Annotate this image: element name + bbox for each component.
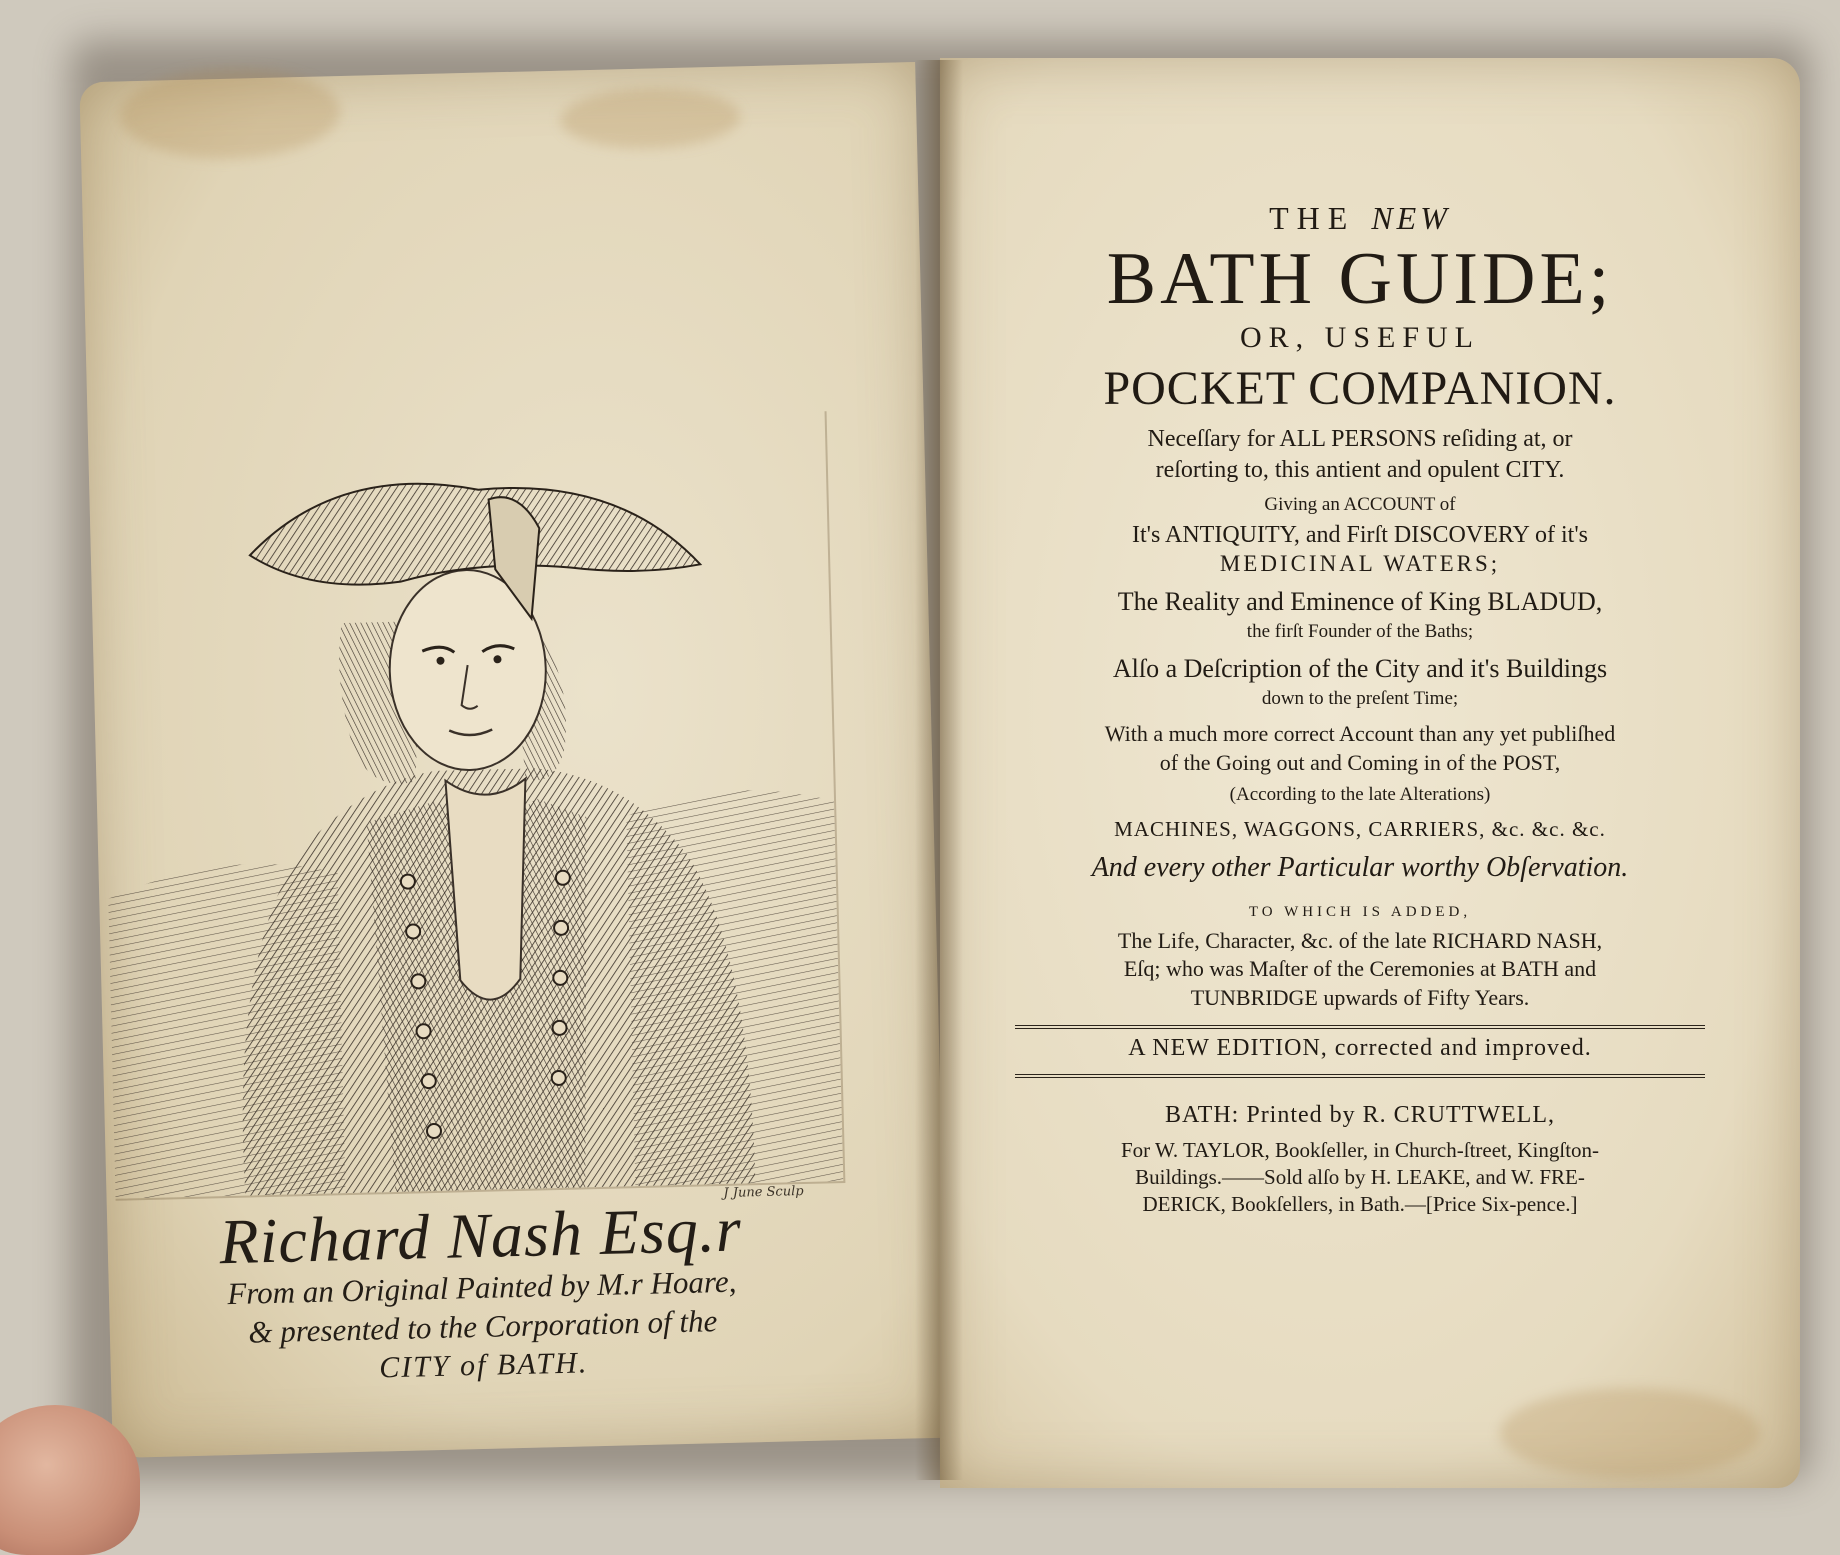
- book-gutter: [915, 60, 963, 1480]
- to-which-added: TO WHICH IS ADDED,: [1248, 903, 1472, 920]
- bookseller-line: Buildings.——Sold alſo by H. LEAKE, and W. FRE-: [1135, 1164, 1585, 1189]
- caption-line: From an Original Painted by M.r Hoare,: [226, 1263, 737, 1312]
- according-line: (According to the late Alterations): [1229, 784, 1491, 806]
- life-line: The Life, Character, &c. of the late RICHARD NASH,: [1117, 927, 1603, 953]
- double-rule: [1015, 1074, 1705, 1078]
- also-line: Alſo a Deſcription of the City and it's Buildings: [1112, 654, 1608, 684]
- caption-city: CITY of BATH.: [378, 1345, 589, 1385]
- foxing-stain: [119, 66, 341, 161]
- machines-line: MACHINES, WAGGONS, CARRIERS, &c. &c. &c.: [1114, 817, 1606, 842]
- bookseller-line: For W. TAYLOR, Bookſeller, in Church-ſtreet, Kingſton-: [1120, 1137, 1600, 1162]
- imprint-line: BATH: Printed by R. CRUTTWELL,: [1165, 1101, 1555, 1128]
- life-line: Eſq; who was Maſter of the Ceremonies at BATH and: [1123, 956, 1597, 982]
- founder-line: the firſt Founder of the Baths;: [1246, 620, 1474, 642]
- plate-caption: [116, 1193, 848, 1391]
- bookseller-line: DERICK, Bookſellers, in Bath.—[Price Six-pence.]: [1142, 1192, 1578, 1217]
- engraver-credit: J June Sculp: [723, 1183, 804, 1201]
- caption-name: Richard Nash Esq.r: [218, 1193, 743, 1278]
- portrait-engraving: [97, 411, 844, 1199]
- life-line: TUNBRIDGE upwards of Fifty Years.: [1190, 985, 1530, 1011]
- foxing-stain: [560, 86, 741, 150]
- main-title: BATH GUIDE;: [1106, 238, 1614, 320]
- caption-line: & presented to the Corporation of the: [247, 1303, 718, 1350]
- more-correct-line: With a much more correct Account than any yet publiſhed: [1104, 721, 1616, 747]
- necessary-line: Neceſſary for ALL PERSONS reſiding at, or: [1147, 425, 1573, 452]
- title-page-text: [985, 200, 1735, 1219]
- giving-line: Giving an ACCOUNT of: [1264, 494, 1456, 516]
- reality-line: The Reality and Eminence of King BLADUD,: [1117, 587, 1603, 617]
- new-word: NEW: [1371, 200, 1451, 236]
- edition-line: A NEW EDITION, corrected and improved.: [1128, 1034, 1592, 1061]
- subtitle-or: OR, USEFUL: [1239, 320, 1481, 354]
- the-word: THE: [1269, 200, 1356, 236]
- every-other-line: And every other Particular worthy Obſervation.: [1091, 851, 1629, 883]
- title-the: [985, 200, 1735, 237]
- foxing-stain: [1500, 1388, 1760, 1478]
- going-out-line: of the Going out and Coming in of the POST,: [1159, 750, 1561, 776]
- frontispiece-plate: [97, 411, 848, 1385]
- subtitle-pocket: POCKET COMPANION.: [1103, 361, 1617, 415]
- medicinal-line: MEDICINAL WATERS;: [1219, 551, 1501, 577]
- antiquity-line: It's ANTIQUITY, and Firſt DISCOVERY of it's: [1132, 521, 1588, 548]
- necessary-line: reſorting to, this antient and opulent CITY.: [1155, 457, 1565, 484]
- down-line: down to the preſent Time;: [1261, 687, 1459, 709]
- double-rule: [1015, 1025, 1705, 1029]
